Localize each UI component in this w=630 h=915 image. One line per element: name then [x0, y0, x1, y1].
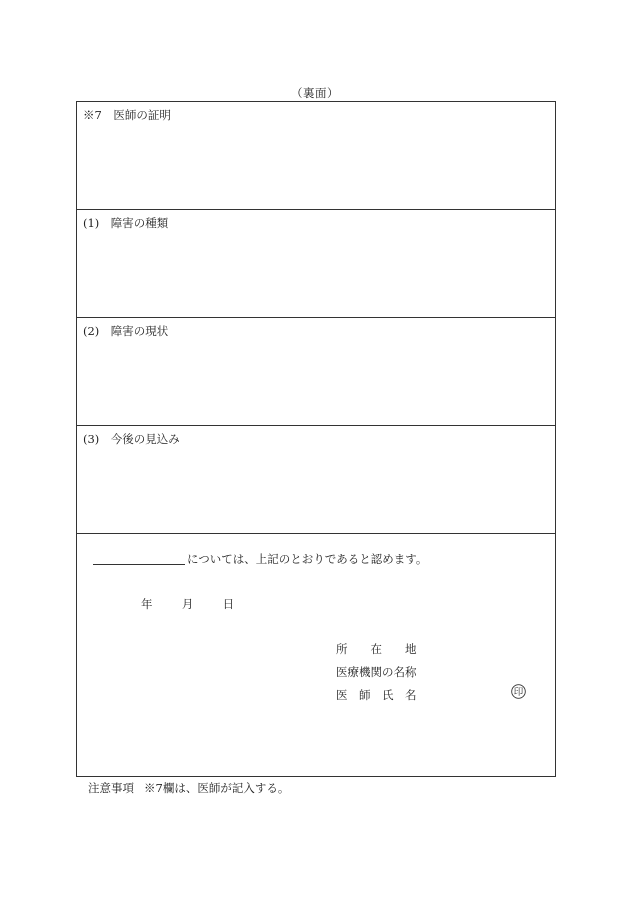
section-disability-type [77, 210, 555, 318]
section-future-outlook [77, 426, 555, 534]
notes-body: ※7欄は、医師が記入する。 [144, 781, 290, 795]
certification-text: については、上記のとおりであると認めます。 [187, 552, 428, 566]
page-heading: （裏面） [291, 86, 339, 100]
section-label: (1) 障害の種類 [83, 216, 169, 230]
section-doctor-certification [77, 102, 555, 210]
notes-title: 注意事項 [88, 781, 134, 795]
address-label: 所 在 地 [336, 642, 417, 656]
section-certification [77, 534, 555, 776]
section-disability-status [77, 318, 555, 426]
patient-name-blank[interactable] [93, 552, 185, 565]
date-year: 年 [141, 597, 153, 611]
date-day: 日 [222, 597, 235, 611]
section-label: (3) 今後の見込み [83, 432, 180, 446]
section-label: (2) 障害の現状 [83, 324, 169, 338]
institution-name-label: 医療機関の名称 [336, 665, 417, 679]
seal-icon [511, 684, 526, 699]
section-label: ※7 医師の証明 [83, 108, 171, 122]
date-month: 月 [181, 597, 194, 611]
certification-sentence [93, 551, 427, 567]
date-line [141, 596, 234, 612]
seal-text: 印 [513, 687, 524, 698]
doctor-name-label: 医 師 氏 名 [336, 688, 417, 702]
certificate-form [76, 101, 556, 777]
notes [88, 780, 289, 796]
